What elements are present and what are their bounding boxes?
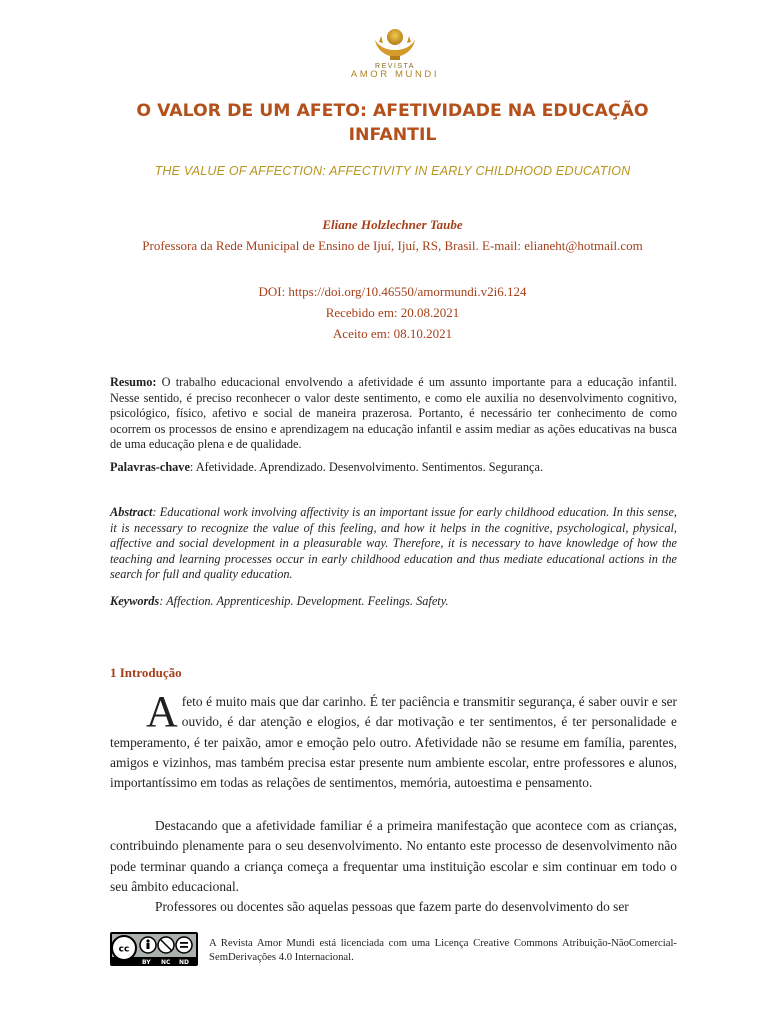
cc-badge-label: BY xyxy=(142,959,151,966)
intro-paragraph-1 xyxy=(110,687,677,793)
abstract-text: : Educational work involving affectivity is an important issue for early childhood education. In this sense, it is necessary to recognize the value of this feeling, and how it helps in the cognitive, psychological, physical, affective and social development in a pleasurable way. Therefore, it is necessary to have knowledge of how the teaching and learning processes occur in early childhood education and thus mediate educational actions in the search for full and quality education. xyxy=(110,505,677,581)
cc-by-nc-nd-icon xyxy=(110,932,198,966)
article-title-english: THE VALUE OF AFFECTION: AFFECTIVITY IN EARLY CHILDHOOD EDUCATION xyxy=(154,164,631,178)
palavras-text: : Afetividade. Aprendizado. Desenvolvimento. Sentimentos. Segurança. xyxy=(189,460,544,474)
keywords-label: Keywords xyxy=(110,594,160,608)
logo-name: AMOR MUNDI xyxy=(350,69,440,80)
section-heading: 1 Introdução xyxy=(110,665,182,680)
keywords xyxy=(110,594,677,610)
author-affiliation: Professora da Rede Municipal de Ensino de Ijuí, Ijuí, RS, Brasil. E-mail: elianeht@hotmail.com xyxy=(142,238,643,253)
hands-globe-logo-icon xyxy=(371,26,419,62)
doi-link[interactable]: DOI: https://doi.org/10.46550/amormundi.v2i6.124 xyxy=(258,284,527,299)
resumo-paragraph xyxy=(110,375,677,453)
article-title: O VALOR DE UM AFETO: AFETIVIDADE NA EDUCAÇÃO INFANTIL xyxy=(136,101,649,145)
intro-p1-text: feto é muito mais que dar carinho. É ter paciência e transmitir segurança, é saber ouvir e ser ouvido, é dar atenção e elogios, é dar motivação e ter sentimentos, é ter personalidade e temperamento, é ter paixão, amor e emoção pelo outro. Afetividade não se resume em família, parentes, amigos e vizinhos, mas também precisa estar presente num ambiente escolar, entre professores e alunos, importantíssimo em todas as relações de sentimentos, memória, autoestima e pensamento. xyxy=(110,694,677,791)
palavras-chave xyxy=(110,460,677,476)
resumo-label: Resumo: xyxy=(110,375,157,389)
accepted-date: Aceito em: 08.10.2021 xyxy=(332,326,453,341)
palavras-label: Palavras-chave xyxy=(110,460,190,474)
license-text: A Revista Amor Mundi está licenciada com uma Licença Creative Commons Atribuição-NãoComercial-SemDerivações 4.0 Internacional. xyxy=(209,937,677,963)
intro-paragraph-2: Destacando que a afetividade familiar é a primeira manifestação que acontece com as crianças, contribuindo plenamente para o seu desenvolvimento. No entanto este processo de desenvolvimento não pode terminar quando a criança começa a frequentar uma instituição escolar e sim continuar em todo o seu âmbito educacional. xyxy=(110,818,677,894)
logo-subtitle: REVISTA xyxy=(375,63,415,70)
abstract-paragraph xyxy=(110,505,677,583)
cc-badge-label: NC xyxy=(161,959,171,966)
intro-paragraph-3: Professores ou docentes são aquelas pessoas que fazem parte do desenvolvimento do ser xyxy=(155,899,629,914)
drop-cap: A xyxy=(146,687,178,736)
journal-logo xyxy=(340,26,450,80)
cc-license-badge[interactable] xyxy=(110,932,198,966)
received-date: Recebido em: 20.08.2021 xyxy=(325,305,460,320)
author-name: Eliane Holzlechner Taube xyxy=(322,217,463,232)
abstract-label: Abstract xyxy=(110,505,153,519)
cc-badge-label: ND xyxy=(179,959,190,966)
keywords-text: : Affection. Apprenticeship. Development. Feelings. Safety. xyxy=(159,594,449,608)
cc-badge-label: cc xyxy=(118,944,130,955)
resumo-text: O trabalho educacional envolvendo a afetividade é um assunto importante para a educação infantil. Nesse sentido, é preciso reconhecer o valor deste sentimento, e como ele auxilia no desenvolvimento cognitivo, psicológico, físico, afetivo e social de maneira prazerosa. Portanto, é necessário ter conhecimento de como ocorrem os processos de ensino e aprendizagem na educação infantil e assim mediar as ações educativas na busca de uma educação plena e de qualidade. xyxy=(110,375,677,451)
